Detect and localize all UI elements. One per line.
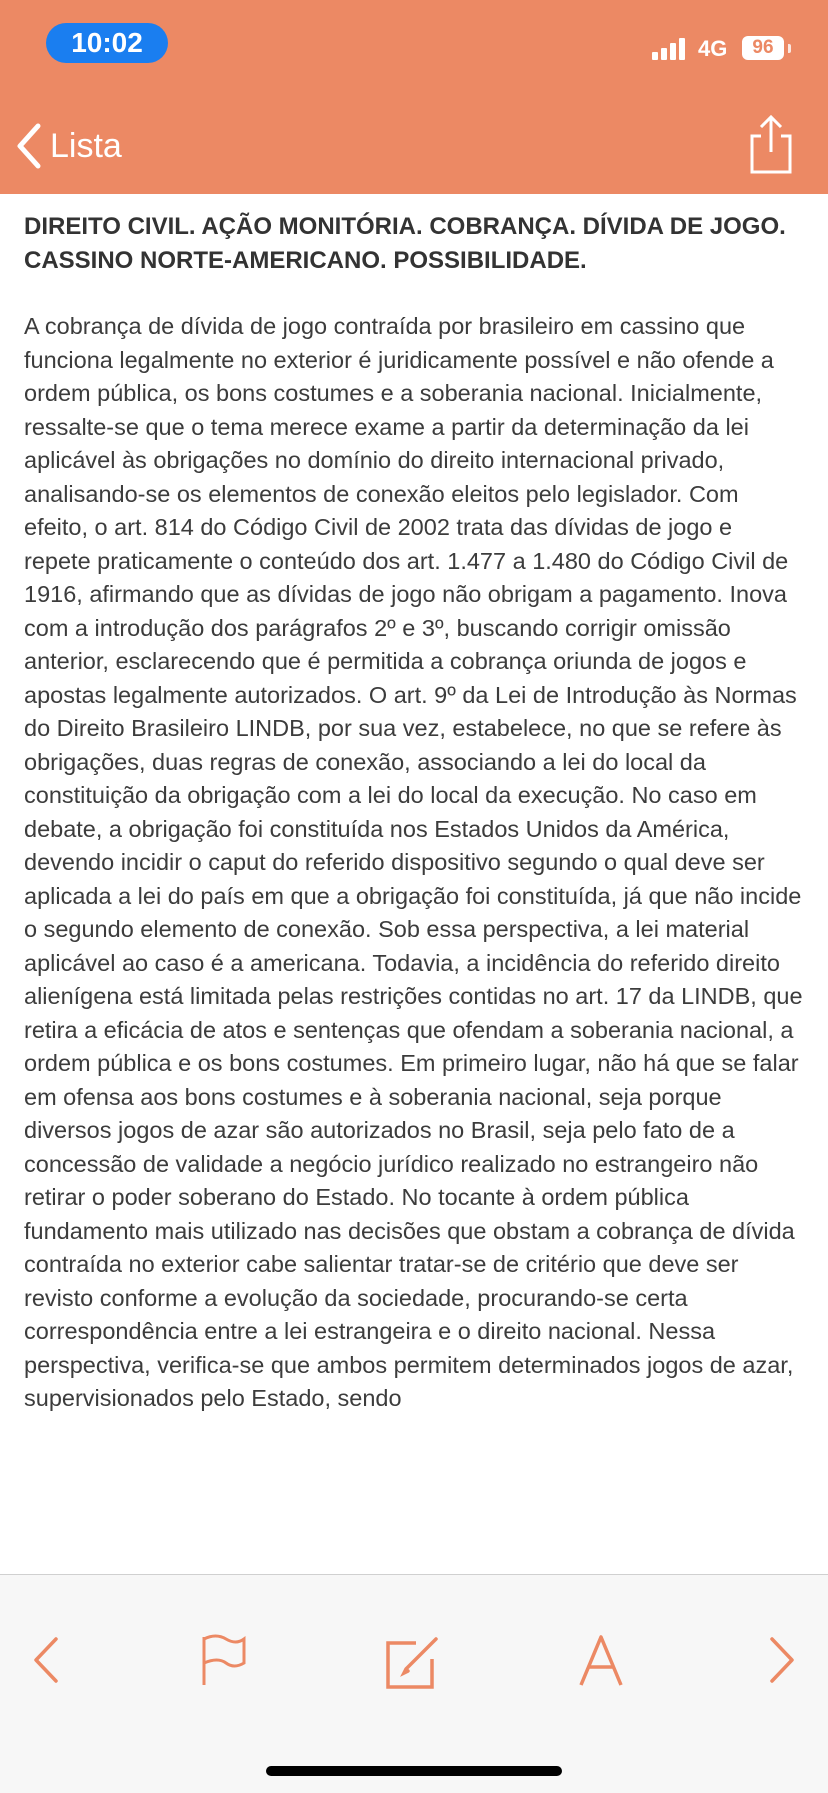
back-button[interactable] <box>16 118 122 174</box>
signal-icon <box>652 36 690 60</box>
network-label: 4G <box>698 36 728 61</box>
article-title: DIREITO CIVIL. AÇÃO MONITÓRIA. COBRANÇA. DÍVIDA DE JOGO. CASSINO NORTE-AMERICANO. POSSIBILIDADE. <box>24 213 786 274</box>
font-size-button[interactable] <box>566 1625 636 1695</box>
flag-button[interactable] <box>188 1625 258 1695</box>
flag-icon <box>188 1625 258 1695</box>
share-icon <box>748 114 794 176</box>
next-button[interactable] <box>746 1625 816 1695</box>
article-content <box>24 194 804 1572</box>
status-time: 10:02 <box>46 23 168 63</box>
previous-button[interactable] <box>12 1625 82 1695</box>
chevron-left-icon <box>12 1625 82 1695</box>
back-label: Lista <box>50 126 122 165</box>
home-indicator <box>266 1766 562 1776</box>
status-bar <box>0 0 828 90</box>
battery-icon: 96 <box>742 36 784 60</box>
edit-note-button[interactable] <box>376 1625 446 1695</box>
chevron-right-icon <box>746 1625 816 1695</box>
chevron-left-icon <box>16 123 42 169</box>
font-size-icon <box>566 1625 636 1695</box>
bottom-toolbar <box>0 1574 828 1793</box>
article-body: A cobrança de dívida de jogo contraída por brasileiro em cassino que funciona legalmente no exterior é juridicamente possível e não ofende a ordem pública, os bons costumes e a soberania nacional. Inicialmente, ressalte-se que o tema merece exame a partir da determinação da lei aplicável às obrigações no domínio do direito internacional privado, analisando-se os elementos de conexão eleitos pelo legislador. Com efeito, o art. 814 do Código Civil de 2002 trata das dívidas de jogo e repete praticamente o conteúdo dos art. 1.477 a 1.480 do Código Civil de 1916, afirmando que as dívidas de jogo não obrigam a pagamento. Inova com a introdução dos parágrafos 2º e 3º, buscando corrigir omissão anterior, esclarecendo que é permitida a cobrança oriunda de jogos e apostas legalmente autorizados. O art. 9º da Lei de Introdução às Normas do Direito Brasileiro LINDB, por sua vez, estabelece, no que se refere às obrigações, duas regras de conexão, associando a lei do local da constituição da obrigação com a lei do local da execução. No caso em debate, a obrigação foi constituída nos Estados Unidos da América, devendo incidir o caput do referido dispositivo segundo o qual deve ser aplicada a lei do país em que a obrigação foi constituída, já que não incide o segundo elemento de conexão. Sob essa perspectiva, a lei material aplicável ao caso é a americana. Todavia, a incidência do referido direito alienígena está limitada pelas restrições contidas no art. 17 da LINDB, que retira a eficácia de atos e sentenças que ofendam a soberania nacional, a ordem pública e os bons costumes. Em primeiro lugar, não há que se falar em ofensa aos bons costumes e à soberania nacional, seja porque diversos jogos de azar são autorizados no Brasil, seja pelo fato de a concessão de validade a negócio jurídico realizado no estrangeiro não retirar o poder soberano do Estado. No tocante à ordem pública fundamento mais utilizado nas decisões que obstam a cobrança de dívida contraída no exterior cabe salientar tratar-se de critério que deve ser revisto conforme a evolução da sociedade, procurando-se certa correspondência entre a lei estrangeira e o direito nacional. Nessa perspectiva, verifica-se que ambos permitem determinados jogos de azar, supervisionados pelo Estado, sendo <box>24 313 803 1411</box>
edit-note-icon <box>376 1625 446 1695</box>
battery-tip <box>788 44 791 53</box>
share-button[interactable] <box>748 114 794 176</box>
header <box>0 0 828 194</box>
